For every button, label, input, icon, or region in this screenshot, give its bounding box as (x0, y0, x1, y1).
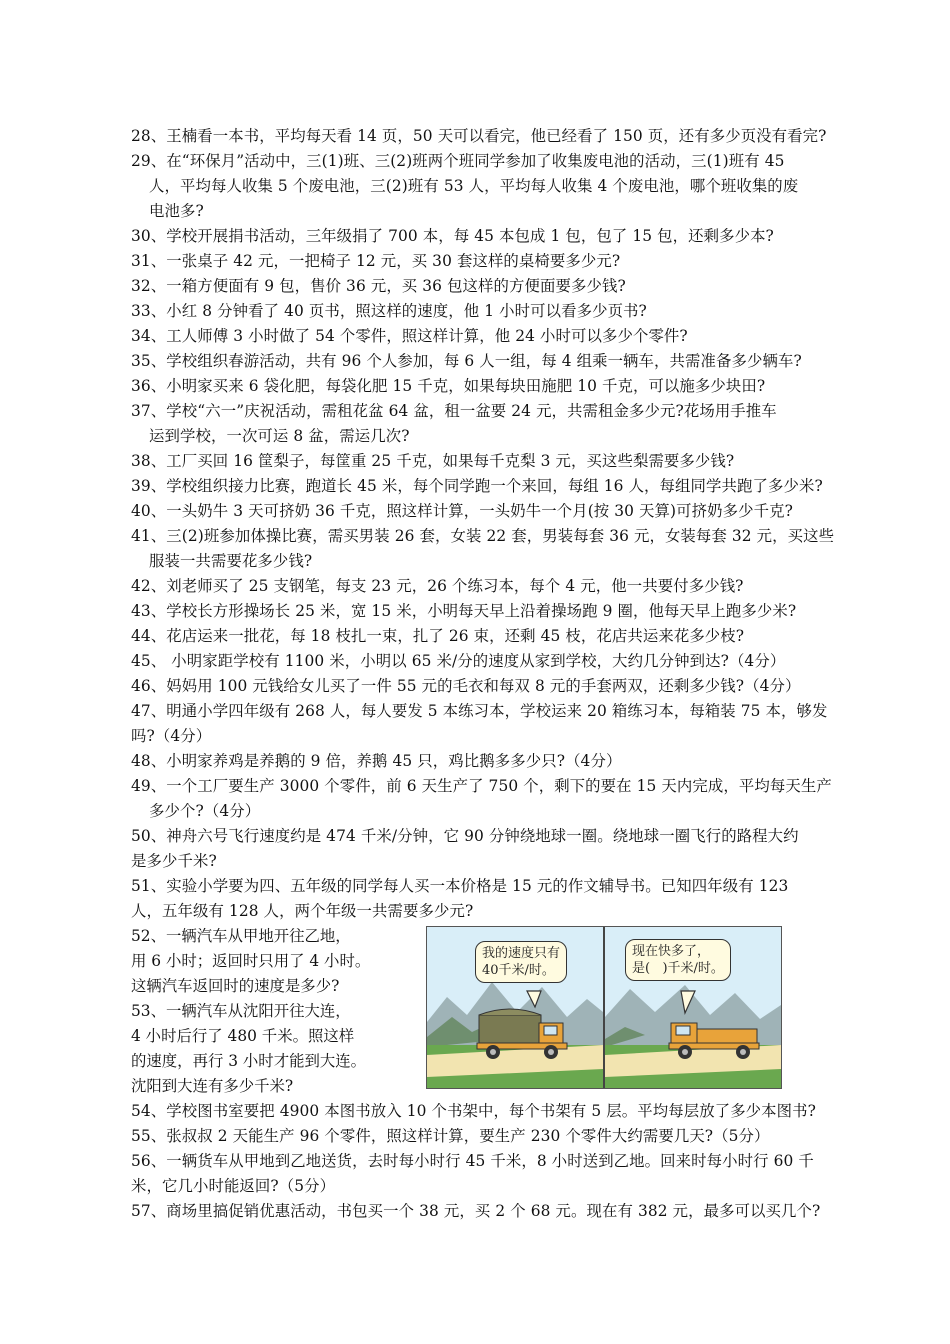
question-51-line1: 51、实验小学要为四、五年级的同学每人买一本价格是 15 元的作文辅导书。已知四年级有 123 (131, 877, 789, 895)
question-35: 35、学校组织春游活动，共有 96 个人参加，每 6 人一组，每 4 组乘一辆车，共需准备多少辆车? (131, 352, 802, 370)
question-29-line3: 电池多? (149, 202, 204, 220)
truck-speed-illustration (426, 926, 782, 1089)
question-50-line1: 50、神舟六号飞行速度约是 474 千米/分钟，它 90 分钟绕地球一圈。绕地球一圈飞行的路程大约 (131, 827, 799, 845)
left-speech-bubble (475, 941, 567, 983)
question-33: 33、小红 8 分钟看了 40 页书，照这样的速度，他 1 小时可以看多少页书? (131, 302, 647, 320)
question-53-line2: 4 小时后行了 480 千米。照这样 (131, 1027, 355, 1045)
question-52-line2: 用 6 小时；返回时只用了 4 小时。 (131, 952, 371, 970)
right-bubble-pre: 是( (632, 961, 651, 976)
question-40: 40、一头奶牛 3 天可挤奶 36 千克，照这样计算，一头奶牛一个月(按 30 天算)可挤奶多少千克? (131, 502, 793, 520)
question-32: 32、一箱方便面有 9 包，售价 36 元，买 36 包这样的方便面要多少钱? (131, 277, 626, 295)
question-43: 43、学校长方形操场长 25 米，宽 15 米，小明每天早上沿着操场跑 9 圈，他每天早上跑多少米? (131, 602, 797, 620)
question-48: 48、小明家养鸡是养鹅的 9 倍，养鹅 45 只，鸡比鹅多多少只?（4分） (131, 752, 622, 770)
question-55: 55、张叔叔 2 天能生产 96 个零件，照这样计算，要生产 230 个零件大约需要几天?（5分） (131, 1127, 770, 1145)
question-52-line3: 这辆汽车返回时的速度是多少? (131, 977, 340, 995)
question-53-line3: 的速度，再行 3 小时才能到大连。 (131, 1052, 367, 1070)
question-30: 30、学校开展捐书活动，三年级捐了 700 本，每 45 本包成 1 包，包了 15 包，还剩多少本? (131, 227, 774, 245)
question-38: 38、工厂买回 16 筐梨子，每筐重 25 千克，如果每千克梨 3 元，买这些梨需要多少钱? (131, 452, 735, 470)
question-56-line1: 56、一辆货车从甲地到乙地送货，去时每小时行 45 千米，8 小时送到乙地。回来时每小时行 60 千 (131, 1152, 814, 1170)
question-39: 39、学校组织接力比赛，跑道长 45 米，每个同学跑一个来回，每组 16 人，每组同学共跑了多少米? (131, 477, 823, 495)
question-47-line1: 47、明通小学四年级有 268 人，每人要发 5 本练习本，学校运来 20 箱练习本，每箱装 75 本，够发 (131, 702, 828, 720)
right-bubble-post: )千米/时。 (662, 961, 724, 976)
left-bubble-line2: 40千米/时。 (482, 963, 555, 978)
right-speech-bubble (625, 939, 731, 981)
question-42: 42、刘老师买了 25 支钢笔，每支 23 元，26 个练习本，每个 4 元，他一共要付多少钱? (131, 577, 744, 595)
right-bubble-line1: 现在快多了， (632, 944, 711, 959)
question-56-line2: 米，它几小时能返回?（5分） (131, 1177, 336, 1195)
left-bubble-line1: 我的速度只有 (482, 946, 561, 961)
question-52-line1: 52、一辆汽车从甲地开往乙地， (131, 927, 351, 945)
question-57: 57、商场里搞促销优惠活动，书包买一个 38 元，买 2 个 68 元。现在有 382 元，最多可以买几个? (131, 1202, 821, 1220)
question-53-line1: 53、一辆汽车从沈阳开往大连， (131, 1002, 351, 1020)
question-53-line4: 沈阳到大连有多少千米? (131, 1077, 294, 1095)
question-49-line2: 多少个?（4分） (149, 802, 261, 820)
question-46: 46、妈妈用 100 元钱给女儿买了一件 55 元的毛衣和每双 8 元的手套两双，还剩多少钱?（4分） (131, 677, 801, 695)
question-28: 28、王楠看一本书，平均每天看 14 页，50 天可以看完，他已经看了 150 页，还有多少页没有看完? (131, 127, 827, 145)
right-bubble-line2 (632, 960, 724, 977)
question-29-line1: 29、在“环保月”活动中，三(1)班、三(2)班两个班同学参加了收集废电池的活动，三(1)班有 45 (131, 152, 785, 170)
question-47-line2: 吗?（4分） (131, 727, 212, 745)
question-37-line1: 37、学校“六一”庆祝活动，需租花盆 64 盆，租一盆要 24 元，共需租金多少元?花场用手推车 (131, 402, 777, 420)
question-49-line1: 49、一个工厂要生产 3000 个零件，前 6 天生产了 750 个，剩下的要在 15 天内完成，平均每天生产 (131, 777, 832, 795)
question-44: 44、花店运来一批花，每 18 枝扎一束，扎了 26 束，还剩 45 枝，花店共运来花多少枝? (131, 627, 745, 645)
question-34: 34、工人师傅 3 小时做了 54 个零件，照这样计算，他 24 小时可以多少个零件? (131, 327, 688, 345)
question-50-line2: 是多少千米? (131, 852, 217, 870)
illustration-panel-right (605, 927, 781, 1088)
answer-blank (650, 961, 662, 976)
question-41-line1: 41、三(2)班参加体操比赛，需买男装 26 套，女装 22 套，男装每套 36 元，女装每套 32 元，买这些 (131, 527, 835, 545)
question-45: 45、 小明家距学校有 1100 米，小明以 65 米/分的速度从家到学校，大约几分钟到达?（4分） (131, 652, 786, 670)
question-29-line2: 人，平均每人收集 5 个废电池，三(2)班有 53 人，平均每人收集 4 个废电池，哪个班收集的废 (149, 177, 799, 195)
question-36: 36、小明家买来 6 袋化肥，每袋化肥 15 千克，如果每块田施肥 10 千克，可以施多少块田? (131, 377, 766, 395)
illustration-panel-left (427, 927, 603, 1088)
question-54: 54、学校图书室要把 4900 本图书放入 10 个书架中，每个书架有 5 层。平均每层放了多少本图书? (131, 1102, 816, 1120)
question-31: 31、一张桌子 42 元，一把椅子 12 元，买 30 套这样的桌椅要多少元? (131, 252, 621, 270)
question-37-line2: 运到学校，一次可运 8 盆，需运几次? (149, 427, 410, 445)
question-51-line2: 人，五年级有 128 人，两个年级一共需要多少元? (131, 902, 474, 920)
question-41-line2: 服装一共需要花多少钱? (149, 552, 313, 570)
